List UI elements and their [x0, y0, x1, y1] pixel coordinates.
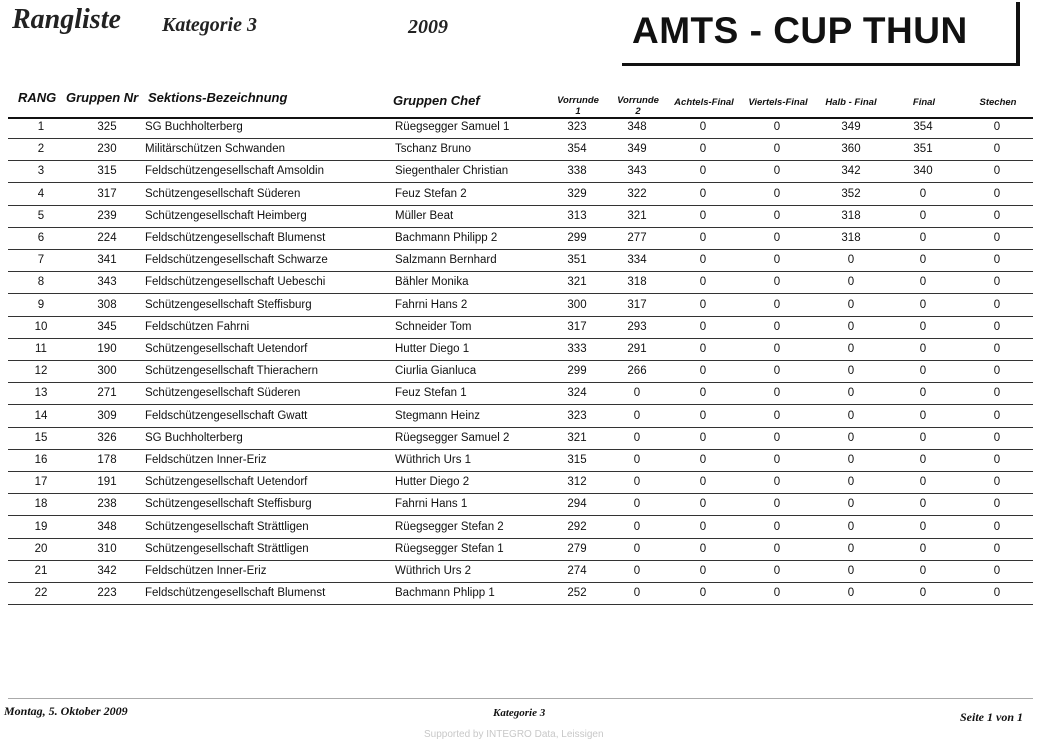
- cell-halb: 0: [847, 587, 855, 600]
- col-header-sektion: Sektions-Bezeichnung: [148, 90, 288, 105]
- col-header-halb: Halb - Final: [825, 97, 877, 108]
- cell-stechen: 0: [993, 431, 1001, 444]
- cell-chef: Hutter Diego 1: [395, 343, 470, 355]
- cell-rang: 14: [34, 409, 48, 422]
- cell-chef: Hutter Diego 2: [395, 476, 470, 489]
- cell-viertel: 0: [773, 254, 781, 267]
- cell-chef: Müller Beat: [395, 209, 454, 222]
- cell-viertel: 0: [773, 320, 781, 333]
- cell-v1: 321: [567, 276, 587, 289]
- table-row: [8, 561, 1033, 583]
- page-title: Rangliste: [12, 4, 121, 35]
- cell-nr: 230: [97, 143, 117, 156]
- cell-viertel: 0: [773, 565, 781, 577]
- cell-v1: 299: [567, 365, 587, 378]
- col-header-chef: Gruppen Chef: [393, 93, 480, 108]
- col-header-vorrunde2: [612, 95, 664, 117]
- cell-v2: 0: [633, 565, 641, 577]
- cell-achtel: 0: [699, 276, 707, 289]
- cell-chef: Bachmann Phlipp 1: [395, 587, 495, 600]
- cell-halb: 0: [847, 320, 855, 333]
- cell-v1: 312: [567, 476, 587, 489]
- cell-viertel: 0: [773, 454, 781, 466]
- cell-viertel: 0: [773, 298, 781, 311]
- cell-stechen: 0: [993, 409, 1001, 422]
- cell-nr: 239: [97, 209, 117, 222]
- cell-nr: 345: [97, 320, 117, 333]
- cell-halb: 360: [841, 143, 861, 156]
- cell-chef: Feuz Stefan 1: [395, 387, 467, 400]
- cell-viertel: 0: [773, 431, 781, 444]
- cell-v1: 300: [567, 298, 587, 311]
- cell-nr: 191: [97, 476, 117, 489]
- cell-chef: Wüthrich Urs 1: [395, 454, 472, 466]
- cell-rang: 17: [34, 476, 48, 489]
- cell-achtel: 0: [699, 343, 707, 355]
- cell-halb: 0: [847, 254, 855, 267]
- cell-nr: 317: [97, 187, 117, 200]
- cell-stechen: 0: [993, 587, 1001, 600]
- cell-halb: 0: [847, 520, 855, 533]
- cell-achtel: 0: [699, 587, 707, 600]
- cell-viertel: 0: [773, 542, 781, 555]
- cell-rang: 10: [34, 320, 48, 333]
- cell-viertel: 0: [773, 209, 781, 222]
- cell-chef: Fahrni Hans 1: [395, 498, 468, 511]
- cell-chef: Salzmann Bernhard: [395, 254, 497, 267]
- cell-stechen: 0: [993, 276, 1001, 289]
- cell-v1: 338: [567, 165, 587, 178]
- cell-stechen: 0: [993, 542, 1001, 555]
- cell-sektion: Schützengesellschaft Steffisburg: [145, 498, 312, 511]
- cell-halb: 352: [841, 187, 861, 200]
- col-header-vorrunde1-num: 1: [575, 106, 581, 117]
- col-header-final: Final: [912, 97, 936, 108]
- cell-halb: 0: [847, 565, 855, 577]
- cell-rang: 2: [37, 143, 45, 156]
- cell-rang: 5: [37, 209, 45, 222]
- cell-v2: 318: [627, 276, 647, 289]
- cell-v2: 293: [627, 320, 647, 333]
- cell-achtel: 0: [699, 387, 707, 400]
- cell-stechen: 0: [993, 520, 1001, 533]
- cell-sektion: SG Buchholterberg: [145, 431, 243, 444]
- cell-achtel: 0: [699, 320, 707, 333]
- cell-halb: 0: [847, 476, 855, 489]
- cell-nr: 315: [97, 165, 117, 178]
- cell-sektion: Schützengesellschaft Thierachern: [145, 365, 319, 378]
- cell-chef: Bähler Monika: [395, 276, 469, 289]
- cell-v2: 0: [633, 476, 641, 489]
- cell-stechen: 0: [993, 298, 1001, 311]
- cell-rang: 12: [34, 365, 48, 378]
- cell-v2: 291: [627, 343, 647, 355]
- cell-v1: 292: [567, 520, 587, 533]
- cell-sektion: Militärschützen Schwanden: [145, 143, 285, 156]
- cell-v2: 0: [633, 542, 641, 555]
- cell-achtel: 0: [699, 520, 707, 533]
- cell-stechen: 0: [993, 476, 1001, 489]
- year-label: 2009: [408, 16, 448, 38]
- cell-stechen: 0: [993, 143, 1001, 156]
- cell-nr: 238: [97, 498, 117, 511]
- cell-chef: Feuz Stefan 2: [395, 187, 467, 200]
- table-row: [8, 228, 1033, 250]
- cell-final: 0: [919, 498, 927, 511]
- cell-v1: 317: [567, 320, 587, 333]
- cell-v1: 315: [567, 454, 587, 466]
- cell-stechen: 0: [993, 454, 1001, 466]
- table-row: [8, 317, 1033, 339]
- cell-final: 0: [919, 542, 927, 555]
- cell-chef: Rüegsegger Stefan 1: [395, 542, 504, 555]
- category-label: Kategorie 3: [162, 14, 257, 36]
- cell-rang: 18: [34, 498, 48, 511]
- cell-v2: 321: [627, 209, 647, 222]
- cell-stechen: 0: [993, 121, 1001, 133]
- col-header-vorrunde2-label: Vorrunde: [617, 95, 659, 106]
- cell-nr: 271: [97, 387, 117, 400]
- cell-chef: Rüegsegger Stefan 2: [395, 520, 504, 533]
- table-row: [8, 295, 1033, 317]
- cell-halb: 0: [847, 409, 855, 422]
- cell-final: 354: [913, 121, 933, 133]
- footer-rule: [8, 698, 1033, 699]
- cell-viertel: 0: [773, 520, 781, 533]
- table-row: [8, 272, 1033, 294]
- cell-nr: 178: [97, 454, 117, 466]
- cell-viertel: 0: [773, 143, 781, 156]
- cell-sektion: Feldschützengesellschaft Blumenst: [145, 587, 326, 600]
- cell-final: 351: [913, 143, 933, 156]
- cell-stechen: 0: [993, 187, 1001, 200]
- cell-chef: Wüthrich Urs 2: [395, 565, 472, 577]
- cell-nr: 310: [97, 542, 117, 555]
- cell-v1: 354: [567, 143, 587, 156]
- cell-v1: 351: [567, 254, 587, 267]
- cell-achtel: 0: [699, 187, 707, 200]
- cell-final: 0: [919, 254, 927, 267]
- cell-v2: 343: [627, 165, 647, 178]
- footer-date: Montag, 5. Oktober 2009: [4, 704, 128, 718]
- cell-final: 0: [919, 298, 927, 311]
- cell-rang: 19: [34, 520, 48, 533]
- cell-chef: Stegmann Heinz: [395, 409, 481, 422]
- cell-sektion: Feldschützengesellschaft Blumenst: [145, 232, 326, 244]
- cell-final: 340: [913, 165, 933, 178]
- cell-achtel: 0: [699, 431, 707, 444]
- footer-page: Seite 1 von 1: [960, 710, 1023, 724]
- cell-halb: 318: [841, 232, 861, 244]
- cell-v2: 317: [627, 298, 647, 311]
- cell-v1: 321: [567, 431, 587, 444]
- cell-final: 0: [919, 587, 927, 600]
- table-row: [8, 450, 1033, 472]
- cell-rang: 8: [37, 276, 45, 289]
- cell-viertel: 0: [773, 187, 781, 200]
- cell-v1: 324: [567, 387, 587, 400]
- cell-final: 0: [919, 520, 927, 533]
- cell-v1: 299: [567, 232, 587, 244]
- cell-final: 0: [919, 476, 927, 489]
- cell-sektion: Schützengesellschaft Uetendorf: [145, 343, 308, 355]
- cell-chef: Schneider Tom: [395, 320, 472, 333]
- cell-stechen: 0: [993, 343, 1001, 355]
- table-row: [8, 184, 1033, 206]
- col-header-vorrunde2-num: 2: [635, 106, 641, 117]
- table-row: [8, 117, 1033, 139]
- cell-viertel: 0: [773, 409, 781, 422]
- cell-sektion: Feldschützen Fahrni: [145, 320, 250, 333]
- cell-nr: 223: [97, 587, 117, 600]
- cell-rang: 7: [37, 254, 45, 267]
- cell-achtel: 0: [699, 143, 707, 156]
- cell-halb: 0: [847, 387, 855, 400]
- cell-v1: 279: [567, 542, 587, 555]
- cell-sektion: Schützengesellschaft Heimberg: [145, 209, 307, 222]
- table-row: [8, 583, 1033, 605]
- cell-final: 0: [919, 276, 927, 289]
- cell-halb: 342: [841, 165, 861, 178]
- cell-viertel: 0: [773, 232, 781, 244]
- cell-final: 0: [919, 232, 927, 244]
- cell-v2: 0: [633, 587, 641, 600]
- cell-rang: 20: [34, 542, 48, 555]
- cell-viertel: 0: [773, 476, 781, 489]
- cell-v1: 329: [567, 187, 587, 200]
- cell-chef: Rüegsegger Samuel 1: [395, 121, 510, 133]
- cell-sektion: Schützengesellschaft Strättligen: [145, 520, 309, 533]
- cell-achtel: 0: [699, 454, 707, 466]
- cell-final: 0: [919, 565, 927, 577]
- cell-achtel: 0: [699, 365, 707, 378]
- cell-v1: 313: [567, 209, 587, 222]
- cell-achtel: 0: [699, 121, 707, 133]
- cell-rang: 6: [37, 232, 45, 244]
- cell-stechen: 0: [993, 232, 1001, 244]
- brand-box: [622, 2, 1020, 66]
- cell-halb: 0: [847, 298, 855, 311]
- cell-final: 0: [919, 209, 927, 222]
- cell-rang: 1: [37, 121, 45, 133]
- cell-stechen: 0: [993, 387, 1001, 400]
- table-row: [8, 383, 1033, 405]
- cell-final: 0: [919, 320, 927, 333]
- cell-halb: 0: [847, 343, 855, 355]
- cell-achtel: 0: [699, 232, 707, 244]
- cell-v2: 322: [627, 187, 647, 200]
- cell-v2: 0: [633, 498, 641, 511]
- cell-stechen: 0: [993, 209, 1001, 222]
- cell-final: 0: [919, 387, 927, 400]
- col-header-stechen: Stechen: [979, 97, 1017, 108]
- cell-sektion: Feldschützen Inner-Eriz: [145, 454, 267, 466]
- col-header-achtel: Achtels-Final: [674, 97, 734, 108]
- cell-sektion: Schützengesellschaft Süderen: [145, 387, 301, 400]
- cell-chef: Bachmann Philipp 2: [395, 232, 498, 244]
- cell-stechen: 0: [993, 254, 1001, 267]
- cell-nr: 309: [97, 409, 117, 422]
- cell-final: 0: [919, 409, 927, 422]
- cell-halb: 0: [847, 276, 855, 289]
- cell-v1: 252: [567, 587, 587, 600]
- cell-halb: 0: [847, 431, 855, 444]
- brand-title: AMTS - CUP THUN: [632, 10, 968, 51]
- cell-v2: 0: [633, 409, 641, 422]
- cell-nr: 341: [97, 254, 117, 267]
- cell-nr: 300: [97, 365, 117, 378]
- cell-rang: 16: [34, 454, 48, 466]
- cell-viertel: 0: [773, 165, 781, 178]
- cell-rang: 11: [35, 343, 47, 355]
- cell-halb: 0: [847, 454, 855, 466]
- cell-sektion: Feldschützengesellschaft Schwarze: [145, 254, 328, 267]
- cell-viertel: 0: [773, 365, 781, 378]
- cell-final: 0: [919, 365, 927, 378]
- cell-v2: 0: [633, 387, 641, 400]
- footer-supported: Supported by INTEGRO Data, Leissigen: [424, 729, 604, 740]
- cell-nr: 190: [97, 343, 117, 355]
- cell-sektion: Feldschützen Inner-Eriz: [145, 565, 267, 577]
- cell-viertel: 0: [773, 498, 781, 511]
- cell-halb: 0: [847, 542, 855, 555]
- cell-chef: Rüegsegger Samuel 2: [395, 431, 510, 444]
- table-row: [8, 139, 1033, 161]
- cell-v2: 277: [627, 232, 647, 244]
- cell-final: 0: [919, 431, 927, 444]
- cell-achtel: 0: [699, 565, 707, 577]
- cell-final: 0: [919, 343, 927, 355]
- cell-halb: 349: [841, 121, 861, 133]
- cell-final: 0: [919, 454, 927, 466]
- cell-nr: 308: [97, 298, 117, 311]
- cell-rang: 22: [34, 587, 48, 600]
- col-header-gruppen-nr: Gruppen Nr: [66, 90, 139, 105]
- cell-v1: 294: [567, 498, 587, 511]
- cell-nr: 342: [97, 565, 117, 577]
- cell-v1: 333: [567, 343, 587, 355]
- cell-sektion: SG Buchholterberg: [145, 121, 243, 133]
- cell-sektion: Schützengesellschaft Süderen: [145, 187, 301, 200]
- cell-sektion: Feldschützengesellschaft Uebeschi: [145, 276, 326, 289]
- cell-v2: 0: [633, 431, 641, 444]
- cell-nr: 326: [97, 431, 117, 444]
- cell-sektion: Schützengesellschaft Steffisburg: [145, 298, 312, 311]
- cell-v2: 0: [633, 454, 641, 466]
- cell-achtel: 0: [699, 209, 707, 222]
- cell-sektion: Schützengesellschaft Uetendorf: [145, 476, 308, 489]
- cell-rang: 9: [37, 298, 45, 311]
- cell-halb: 0: [847, 498, 855, 511]
- cell-chef: Tschanz Bruno: [395, 143, 472, 156]
- footer-category: Kategorie 3: [493, 707, 546, 719]
- cell-v2: 334: [627, 254, 647, 267]
- cell-rang: 3: [37, 165, 45, 178]
- table-row: [8, 539, 1033, 561]
- table-row: [8, 361, 1033, 383]
- table-row: [8, 250, 1033, 272]
- cell-v1: 323: [567, 121, 587, 133]
- cell-stechen: 0: [993, 365, 1001, 378]
- cell-halb: 0: [847, 365, 855, 378]
- cell-viertel: 0: [773, 387, 781, 400]
- cell-sektion: Schützengesellschaft Strättligen: [145, 542, 309, 555]
- table-row: [8, 339, 1033, 361]
- col-header-viertel: Viertels-Final: [748, 97, 808, 108]
- cell-chef: Fahrni Hans 2: [395, 298, 468, 311]
- col-header-rang: RANG: [18, 90, 57, 105]
- cell-achtel: 0: [699, 542, 707, 555]
- cell-achtel: 0: [699, 498, 707, 511]
- cell-v2: 348: [627, 121, 647, 133]
- table-row: [8, 161, 1033, 183]
- cell-sektion: Feldschützengesellschaft Gwatt: [145, 409, 308, 422]
- cell-viertel: 0: [773, 121, 781, 133]
- table-row: [8, 206, 1033, 228]
- cell-viertel: 0: [773, 343, 781, 355]
- cell-v2: 266: [627, 365, 647, 378]
- cell-rang: 13: [34, 387, 48, 400]
- cell-stechen: 0: [993, 165, 1001, 178]
- cell-stechen: 0: [993, 565, 1001, 577]
- table-row: [8, 428, 1033, 450]
- cell-rang: 4: [37, 187, 45, 200]
- cell-achtel: 0: [699, 165, 707, 178]
- cell-stechen: 0: [993, 498, 1001, 511]
- cell-viertel: 0: [773, 587, 781, 600]
- col-header-vorrunde1-label: Vorrunde: [557, 95, 599, 106]
- cell-chef: Ciurlia Gianluca: [395, 365, 477, 378]
- table-row: [8, 494, 1033, 516]
- cell-achtel: 0: [699, 409, 707, 422]
- cell-nr: 348: [97, 520, 117, 533]
- cell-v1: 323: [567, 409, 587, 422]
- table-row: [8, 517, 1033, 539]
- cell-stechen: 0: [993, 320, 1001, 333]
- cell-rang: 21: [34, 565, 48, 577]
- cell-nr: 343: [97, 276, 117, 289]
- cell-achtel: 0: [699, 476, 707, 489]
- cell-sektion: Feldschützengesellschaft Amsoldin: [145, 165, 324, 178]
- cell-achtel: 0: [699, 254, 707, 267]
- cell-v2: 0: [633, 520, 641, 533]
- cell-final: 0: [919, 187, 927, 200]
- table-row: [8, 406, 1033, 428]
- cell-rang: 15: [34, 431, 48, 444]
- cell-v1: 274: [567, 565, 587, 577]
- cell-chef: Siegenthaler Christian: [395, 165, 509, 178]
- cell-nr: 325: [97, 121, 117, 133]
- cell-nr: 224: [97, 232, 117, 244]
- col-header-vorrunde1: [552, 95, 604, 117]
- cell-viertel: 0: [773, 276, 781, 289]
- cell-halb: 318: [841, 209, 861, 222]
- cell-achtel: 0: [699, 298, 707, 311]
- table-row: [8, 472, 1033, 494]
- cell-v2: 349: [627, 143, 647, 156]
